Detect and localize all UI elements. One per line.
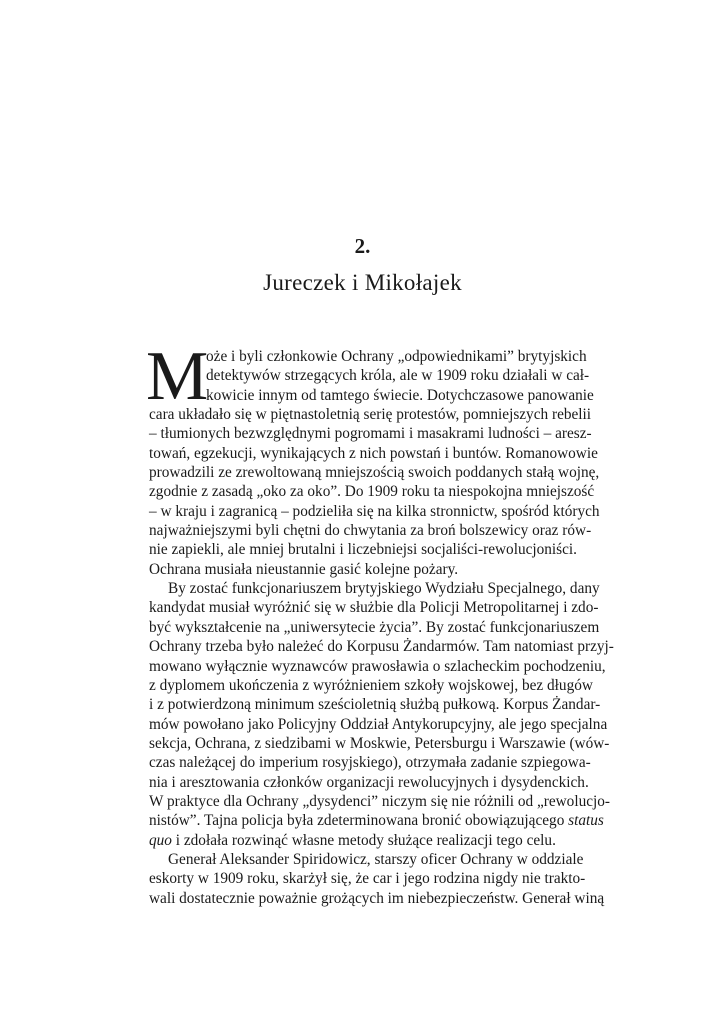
text-line: Generał Aleksander Spiridowicz, starszy oficer Ochrany w oddziale	[168, 850, 584, 868]
text-line: być wykształcenie na „uniwersytecie życia”. By zostać funkcjonariuszem	[149, 618, 600, 636]
italic-quo: quo	[149, 831, 172, 849]
text-line: eskorty w 1909 roku, skarżył się, że car i jego rodzina nigdy nie trakto-	[149, 870, 586, 888]
text-line	[149, 831, 577, 850]
text-line: By zostać funkcjonariuszem brytyjskiego Wydziału Specjalnego, dany	[168, 580, 600, 598]
text-line: – w kraju i zagranicą – podzieliła się na kilka stronnictw, spośród których	[149, 502, 600, 520]
text-line: nie zapiekli, ale mniej brutalni i liczebniejsi socjaliści-rewolucjoniści.	[149, 541, 577, 559]
italic-status: status	[568, 812, 604, 830]
chapter-title: Jureczek i Mikołajek	[263, 270, 462, 295]
text-line: oże i byli członkowie Ochrany „odpowiednikami” brytyjskich	[206, 348, 587, 365]
text-line: Ochrany trzeba było należeć do Korpusu Żandarmów. Tam natomiast przyj-	[149, 638, 614, 656]
chapter-number: 2.	[354, 234, 371, 258]
text-line: najważniejszymi byli chętni do chwytania za broń bolszewicy oraz rów-	[149, 522, 592, 540]
text-line: kandydat musiał wyróżnić się w służbie dla Policji Metropolitarnej i zdo-	[149, 599, 599, 617]
text-line: detektywów strzegących króla, ale w 1909 roku działali w cał-	[206, 367, 590, 385]
text-line: kowicie innym od tamtego świecie. Dotychczasowe panowanie	[206, 386, 594, 404]
text-line: z dyplomem ukończenia z wyróżnieniem szkoły wojskowej, bez długów	[149, 676, 593, 694]
text-line: wali dostatecznie poważnie grożących im niebezpieczeństw. Generał winą	[149, 889, 605, 907]
text-line: nia i aresztowania członków organizacji rewolucyjnych i dysydenckich.	[149, 773, 589, 791]
text-line: – tłumionych bezwzględnymi pogromami i masakrami ludności – aresz-	[149, 425, 592, 443]
text-line: Ochrana musiała nieustannie gasić kolejne pożary.	[149, 560, 459, 578]
text-segment: i zdołała rozwinąć własne metody służące realizacji tego celu.	[175, 831, 556, 849]
text-line: i z potwierdzoną minimum sześcioletnią służbą pułkową. Korpus Żandar-	[149, 696, 601, 714]
text-line: mowano wyłącznie wyznawców prawosławia o szlacheckim pochodzeniu,	[149, 657, 606, 675]
text-line	[149, 811, 604, 830]
text-line: czas należącej do imperium rosyjskiego), otrzymała zadanie szpiegowa-	[149, 754, 591, 772]
text-line: zgodnie z zasadą „oko za oko”. Do 1909 roku ta niespokojna mniejszość	[149, 483, 595, 501]
text-line: towań, egzekucji, wynikających z nich powstań i buntów. Romanowowie	[149, 444, 598, 462]
text-line: cara układało się w piętnastoletnią serię protestów, pomniejszych rebelii	[149, 406, 592, 424]
body-text	[146, 338, 614, 908]
text-line: sekcja, Ochrana, z siedzibami w Moskwie, Petersburgu i Warszawie (wów-	[149, 734, 610, 752]
text-line: prowadzili ze zrewoltowaną mniejszością swoich poddanych stałą wojnę,	[149, 464, 600, 482]
text-line: mów powołano jako Policyjny Oddział Antykorupcyjny, ale jego specjalna	[149, 715, 608, 733]
text-segment: nistów”. Tajna policja była zdeterminowana bronić obowiązującego	[149, 812, 565, 830]
text-line: W praktyce dla Ochrany „dysydenci” niczym się nie różnili od „rewolucjo-	[149, 792, 610, 810]
drop-cap: M	[146, 338, 209, 415]
